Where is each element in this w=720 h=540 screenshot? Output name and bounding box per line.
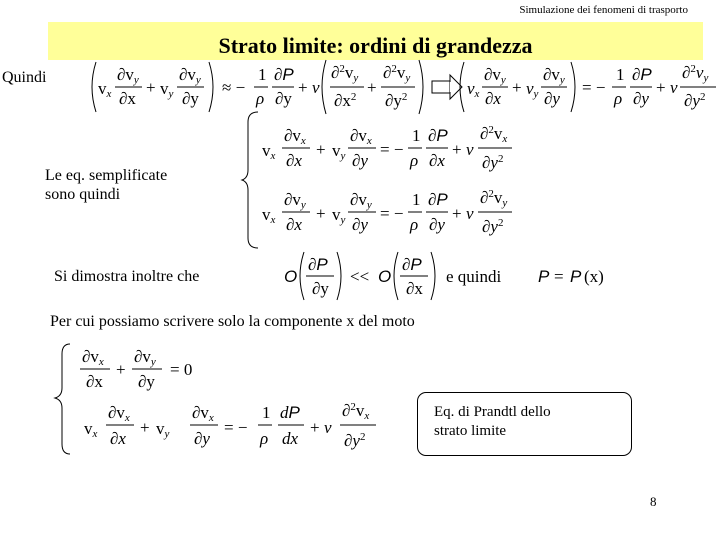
svg-text:+: + xyxy=(452,140,462,159)
svg-text:1: 1 xyxy=(412,190,421,209)
svg-text:∂vx: ∂vx xyxy=(284,126,306,147)
svg-text:= −: = − xyxy=(380,140,404,159)
svg-text:∂y2: $\partial y^2$ xyxy=(684,91,706,110)
svg-text:ρ: ρ xyxy=(410,215,419,234)
svg-text:∂y2: $\partial y^2$ xyxy=(385,91,408,110)
svg-text:vy: vy xyxy=(332,141,346,162)
equation-quindi xyxy=(86,58,720,118)
svg-text:+: + xyxy=(512,78,522,97)
svg-text:ν: ν xyxy=(312,78,320,97)
svg-text:dP: dP xyxy=(280,403,300,422)
svg-text:= −: = − xyxy=(380,204,404,223)
svg-text:1: 1 xyxy=(262,403,271,422)
prandtl-note-line1: Eq. di Prandtl dello xyxy=(434,404,551,420)
svg-text:∂y2: $\partial y^2$ xyxy=(482,153,504,172)
eq-q-vx: vx xyxy=(98,79,112,100)
svg-text:= −: = − xyxy=(224,418,248,437)
equation-simplified-system xyxy=(240,110,570,250)
svg-text:∂P: ∂P xyxy=(274,65,294,84)
svg-text:∂x: ∂x xyxy=(110,429,126,448)
svg-text:+: + xyxy=(298,78,308,97)
svg-text:∂y: ∂y xyxy=(312,279,329,298)
svg-text:∂x: ∂x xyxy=(286,151,302,170)
label-inoltre: Si dimostra inoltre che xyxy=(54,268,200,285)
svg-text:1: 1 xyxy=(616,65,625,84)
eq-s1-vx: vx xyxy=(262,141,276,162)
svg-text:∂y2: $\partial y^2$ xyxy=(482,217,504,236)
svg-text:∂vy: ∂vy xyxy=(179,65,201,86)
svg-text:ν: ν xyxy=(466,140,474,159)
prandtl-note-box xyxy=(417,392,632,456)
svg-text:∂vy: ∂vy xyxy=(543,65,565,86)
equation-prandtl-system xyxy=(52,340,392,460)
svg-text:∂2vy: ∂$^2$vy xyxy=(682,63,709,84)
svg-text:+: + xyxy=(656,78,666,97)
svg-text:∂2vx: ∂$^2$vx xyxy=(342,401,370,422)
svg-text:+: + xyxy=(310,418,320,437)
svg-text:(x): (x) xyxy=(584,267,604,286)
svg-text:ρ: ρ xyxy=(256,89,265,108)
svg-text:P: P xyxy=(538,267,550,286)
svg-text:+: + xyxy=(367,78,377,97)
svg-text:∂vy: ∂vy xyxy=(350,190,372,211)
label-simplified xyxy=(45,166,167,204)
right-arrow-icon xyxy=(432,75,462,99)
svg-text:1: 1 xyxy=(258,65,267,84)
svg-text:∂x: ∂x xyxy=(485,89,501,108)
svg-text:ν: ν xyxy=(324,418,332,437)
svg-text:∂y2: $\partial y^2$ xyxy=(344,431,366,450)
eq-q-plus1: + xyxy=(146,78,156,97)
svg-text:1: 1 xyxy=(412,126,421,145)
slide-title-band xyxy=(48,22,703,60)
svg-text:∂y: ∂y xyxy=(429,215,445,234)
svg-text:+: + xyxy=(452,204,462,223)
svg-text:+: + xyxy=(140,418,150,437)
label-quindi: Quindi xyxy=(2,69,47,86)
svg-text:∂vy: ∂vy xyxy=(284,190,306,211)
svg-text:+: + xyxy=(316,140,326,159)
svg-text:∂y: ∂y xyxy=(544,89,560,108)
svg-text:ρ: ρ xyxy=(260,429,269,448)
svg-text:∂vy: ∂vy xyxy=(134,347,156,368)
svg-text:ν: ν xyxy=(670,78,678,97)
svg-text:∂2vy: ∂$^2$vy xyxy=(383,63,411,84)
svg-text:∂y: ∂y xyxy=(194,429,210,448)
svg-text:∂x: ∂x xyxy=(86,372,103,391)
svg-text:∂vx: ∂vx xyxy=(192,403,214,424)
svg-text:∂vy: ∂vy xyxy=(484,65,506,86)
label-simplified-line1: Le eq. semplificate xyxy=(45,167,168,184)
svg-text:∂vx: ∂vx xyxy=(350,126,372,147)
svg-text:∂y: ∂y xyxy=(182,89,199,108)
svg-text:∂x: ∂x xyxy=(406,279,423,298)
svg-text:∂x: ∂x xyxy=(429,151,445,170)
svg-text:∂P: ∂P xyxy=(308,255,328,274)
svg-text:<<: << xyxy=(350,267,370,286)
svg-text:= −: = − xyxy=(582,78,606,97)
svg-text:∂y: ∂y xyxy=(275,89,292,108)
svg-text:=: = xyxy=(554,267,564,286)
sentence-x-component: Per cui possiamo scrivere solo la componente x del moto xyxy=(50,313,415,330)
svg-text:O: O xyxy=(378,267,392,286)
svg-text:∂vx: ∂vx xyxy=(82,347,104,368)
svg-text:∂P: ∂P xyxy=(428,126,448,145)
prandtl-note-line2: strato limite xyxy=(434,423,507,439)
svg-text:∂P: ∂P xyxy=(428,190,448,209)
svg-text:∂x2: $\partial x^2$ xyxy=(334,91,357,110)
svg-text:dx: dx xyxy=(282,429,299,448)
svg-text:∂x: ∂x xyxy=(286,215,302,234)
svg-text:∂y: ∂y xyxy=(633,89,649,108)
svg-text:O: O xyxy=(284,267,298,286)
svg-text:P: P xyxy=(570,267,582,286)
page-number: 8 xyxy=(650,494,657,509)
svg-text:∂y: ∂y xyxy=(352,151,368,170)
svg-text:= 0: = 0 xyxy=(170,360,193,379)
svg-text:+: + xyxy=(316,204,326,223)
svg-text:∂2vy: ∂$^2$vy xyxy=(331,63,359,84)
svg-text:vy: vy xyxy=(332,205,346,226)
svg-text:vy: vy xyxy=(526,79,539,100)
svg-text:∂2vy: ∂$^2$vy xyxy=(480,188,508,209)
slide-title: Strato limite: ordini di grandezza xyxy=(218,33,533,58)
course-title: Simulazione dei fenomeni di trasporto xyxy=(519,4,688,16)
label-simplified-line2: sono quindi xyxy=(45,186,121,203)
svg-text:vy: vy xyxy=(156,419,170,440)
svg-text:vx: vx xyxy=(467,79,480,100)
svg-text:ρ: ρ xyxy=(410,151,419,170)
svg-text:ρ: ρ xyxy=(614,89,623,108)
eq-q-num1: ∂vy xyxy=(117,65,139,86)
svg-text:∂P: ∂P xyxy=(632,65,652,84)
svg-text:vx: vx xyxy=(262,205,276,226)
svg-text:∂2vx: ∂$^2$vx xyxy=(480,124,508,145)
svg-text:ν: ν xyxy=(466,204,474,223)
svg-text:∂y: ∂y xyxy=(138,372,155,391)
svg-text:vx: vx xyxy=(84,419,98,440)
svg-text:≈ −: ≈ − xyxy=(222,78,246,97)
equation-order-relation xyxy=(282,248,622,304)
eq-q-den1: ∂x xyxy=(119,89,136,108)
svg-text:+: + xyxy=(116,360,126,379)
svg-text:∂P: ∂P xyxy=(402,255,422,274)
svg-text:∂y: ∂y xyxy=(352,215,368,234)
label-e-quindi: e quindi xyxy=(446,267,502,286)
svg-text:∂vx: ∂vx xyxy=(108,403,130,424)
svg-text:vy: vy xyxy=(160,79,174,100)
